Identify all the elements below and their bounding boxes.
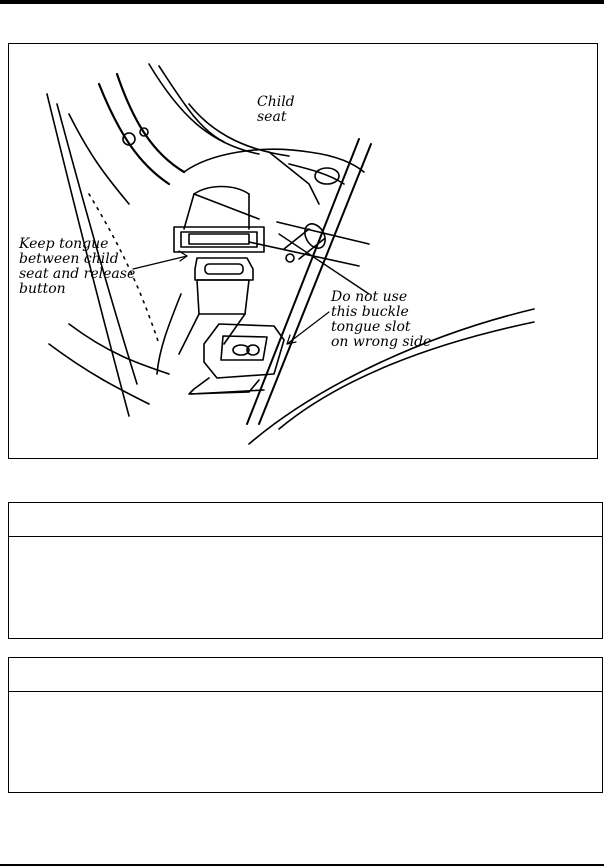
illustration-frame <box>8 43 598 459</box>
warning-box-1-header <box>9 503 602 537</box>
keep-tongue-label: Keep tongue between child seat and release button <box>19 236 136 297</box>
warning-box-2-header <box>9 658 602 692</box>
child-seat-label: Child seat <box>257 94 295 125</box>
do-not-use-slot-label: Do not use this buckle tongue slot on wrong side <box>331 289 432 350</box>
warning-box-1 <box>8 502 603 639</box>
top-rule <box>0 0 604 4</box>
bottom-rule <box>0 864 604 866</box>
warning-box-2 <box>8 657 603 793</box>
